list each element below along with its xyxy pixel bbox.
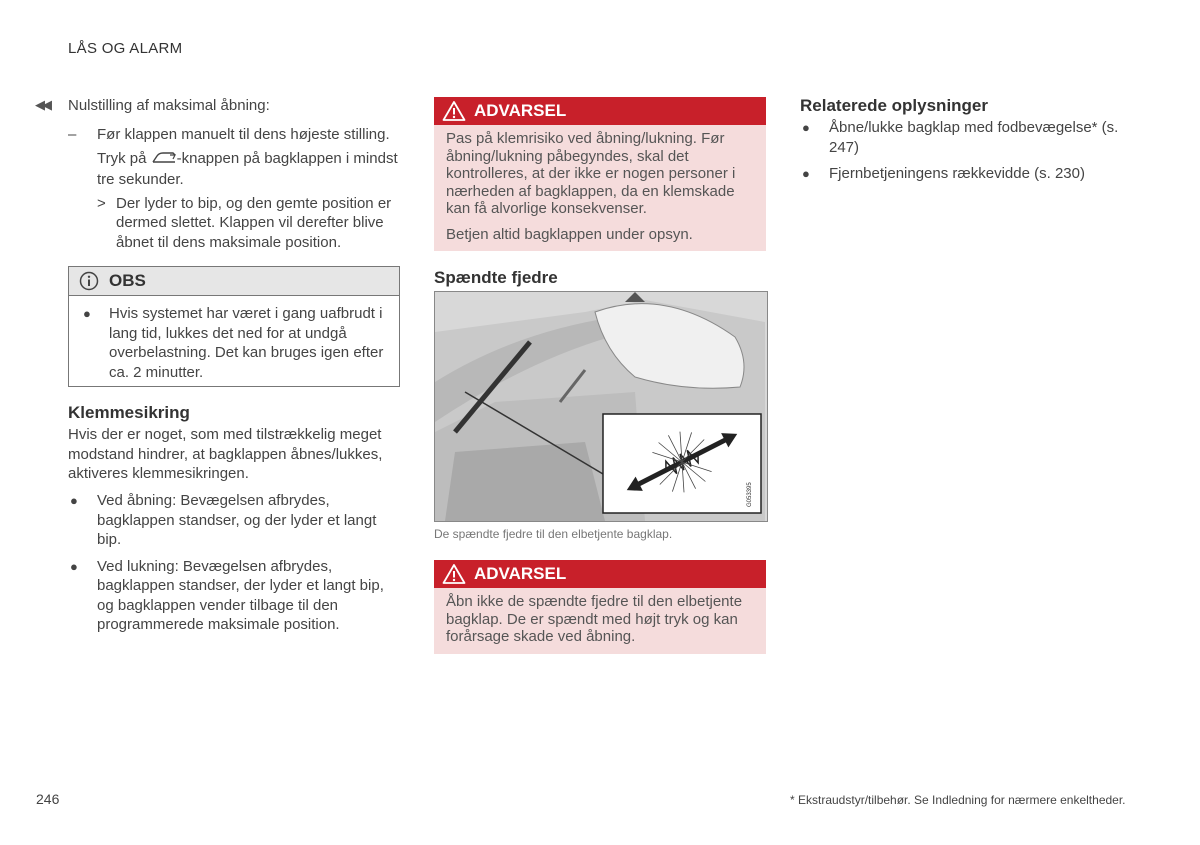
bullet-dot: ● bbox=[70, 493, 78, 508]
warning-triangle-icon bbox=[442, 563, 466, 590]
related-link-foot-movement[interactable]: Åbne/lukke bagklap med fodbevægelse* (s. 247) bbox=[829, 119, 1119, 156]
pinch-protection-list bbox=[68, 491, 400, 642]
continued-from-previous-icon: ◀◀ bbox=[35, 97, 49, 112]
figure-code: G053395 bbox=[747, 482, 753, 507]
pinch-protection-intro: Hvis der er noget, som med tilstrækkelig meget modstand hindrer, at bagklappen åbnes/lukkes, aktiveres klemmesikringen. bbox=[68, 426, 383, 482]
step-line1: Før klappen manuelt til dens højeste stilling. bbox=[97, 126, 390, 143]
warning-triangle-icon bbox=[442, 100, 466, 127]
obs-bullet-text: Hvis systemet har været i gang uafbrudt i lang tid, lukkes det ned for at undgå overbelastning. Det kan bruges igen efter ca. 2 minutter. bbox=[109, 305, 384, 381]
result-item bbox=[68, 194, 400, 253]
step-line2-before: Tryk på bbox=[97, 149, 151, 167]
obs-header bbox=[69, 267, 399, 296]
info-icon bbox=[79, 271, 99, 296]
bullet-dot: ● bbox=[802, 120, 810, 135]
obs-note-box bbox=[68, 266, 400, 387]
warning-text: Pas på klemrisiko ved åbning/lukning. Før åbning/lukning påbegyndes, skal det kontrolleres, at der ikke er nogen personer i nærheden af bagklappen, da en klemskade kan få alvorlige konsekvenser. bbox=[446, 130, 736, 217]
result-mark: > bbox=[97, 194, 106, 212]
warning-header bbox=[434, 97, 766, 125]
warning-title: ADVARSEL bbox=[474, 564, 567, 583]
list-item bbox=[68, 491, 400, 550]
step-line2-after: -knappen på bagklappen i mindst tre sekunder. bbox=[97, 149, 398, 188]
bullet-dot: ● bbox=[802, 166, 810, 181]
figure-caption: De spændte fjedre til den elbetjente bagklap. bbox=[434, 527, 673, 541]
page-header-title: LÅS OG ALARM bbox=[68, 40, 183, 57]
related-link-item[interactable] bbox=[800, 118, 1130, 157]
step-line2 bbox=[97, 149, 400, 190]
springs-heading: Spændte fjedre bbox=[434, 268, 558, 287]
tailgate-button-icon bbox=[151, 151, 177, 171]
obs-bullet bbox=[79, 304, 389, 382]
pinch-protection-heading: Klemmesikring bbox=[68, 403, 190, 422]
related-link-remote-range[interactable]: Fjernbetjeningens rækkevidde (s. 230) bbox=[829, 165, 1085, 182]
warning-text: Åbn ikke de spændte fjedre til den elbetjente bagklap. De er spændt med højt tryk og kan forårsage skade ved åbning. bbox=[446, 593, 743, 645]
warning-header bbox=[434, 560, 766, 588]
dash-mark: – bbox=[68, 126, 77, 143]
pinch-bullet-closing: Ved lukning: Bevægelsen afbrydes, bagklappen standser, der lyder et langt bip, og bagklappen vender tilbage til den programmerede maksimale position. bbox=[97, 557, 384, 633]
obs-title: OBS bbox=[109, 271, 146, 290]
bullet-dot: ● bbox=[83, 306, 91, 321]
obs-body bbox=[69, 296, 399, 382]
tailgate-springs-illustration bbox=[434, 291, 768, 522]
bullet-dot: ● bbox=[70, 558, 78, 574]
footnote: * Ekstraudstyr/tilbehør. Se Indledning for nærmere enkeltheder. bbox=[790, 793, 1126, 807]
step-item bbox=[68, 125, 400, 190]
result-text: Der lyder to bip, og den gemte position er dermed slettet. Klappen vil derefter blive åbnet til dens maksimale position. bbox=[116, 194, 392, 251]
page-number: 246 bbox=[36, 791, 60, 807]
related-link-item[interactable] bbox=[800, 164, 1130, 184]
warning-title: ADVARSEL bbox=[474, 101, 567, 120]
reset-step bbox=[68, 125, 400, 252]
pinch-bullet-opening: Ved åbning: Bevægelsen afbrydes, bagklappen standser, og der lyder et langt bip. bbox=[97, 492, 377, 548]
related-info-heading: Relaterede oplysninger bbox=[800, 96, 989, 115]
warning-body bbox=[434, 125, 766, 251]
warning-box-pinch bbox=[434, 97, 766, 251]
related-info-list bbox=[800, 118, 1130, 191]
tailgate-drawing bbox=[435, 292, 767, 521]
warning-body bbox=[434, 588, 766, 654]
warning-box-springs bbox=[434, 560, 766, 654]
reset-intro: Nulstilling af maksimal åbning: bbox=[68, 97, 270, 114]
warning-text-2: Betjen altid bagklappen under opsyn. bbox=[446, 225, 693, 243]
list-item bbox=[68, 557, 400, 635]
